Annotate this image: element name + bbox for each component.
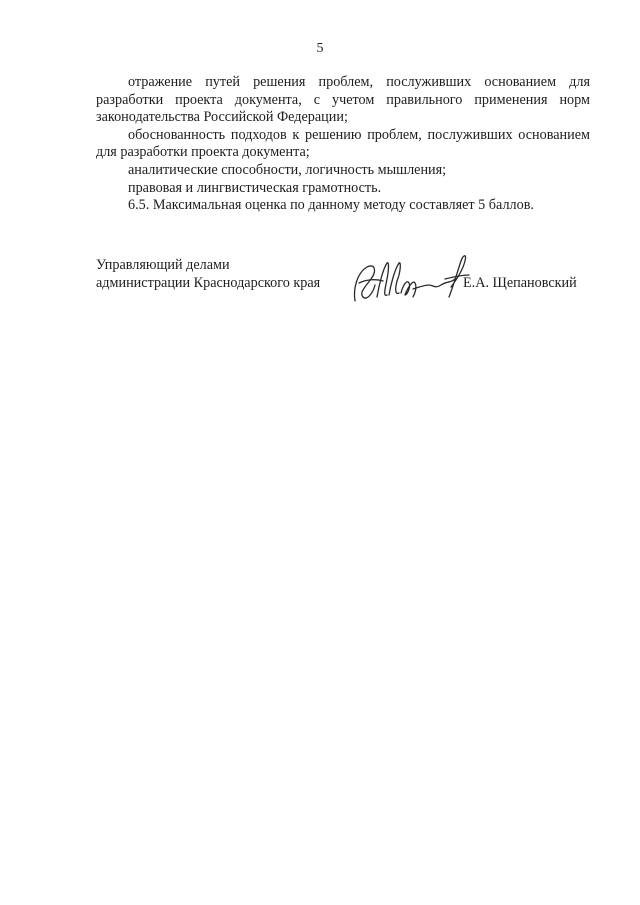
- signatory-position: [96, 256, 320, 292]
- page-number: 5: [316, 41, 324, 56]
- paragraph-literacy: правовая и лингвистическая грамотность.: [128, 179, 382, 196]
- signer-name: Е.А. Щепановский: [463, 275, 577, 291]
- document-body: [96, 74, 590, 215]
- paragraph-approaches: обоснованность подходов к решению проблем, послуживших основанием для разработки проекта документа;: [96, 126, 590, 161]
- paragraph-solutions: отражение путей решения проблем, послуживших основанием для разработки проекта документа, с учетом правильного применения норм законодательства Российской Федерации;: [96, 74, 590, 126]
- paragraph-analytical: аналитические способности, логичность мышления;: [128, 161, 447, 178]
- position-line-1: Управляющий делами: [96, 257, 230, 273]
- handwritten-signature: [347, 249, 475, 313]
- position-line-2: администрации Краснодарского края: [96, 275, 321, 291]
- paragraph-max-score: 6.5. Максимальная оценка по данному методу составляет 5 баллов.: [128, 197, 534, 214]
